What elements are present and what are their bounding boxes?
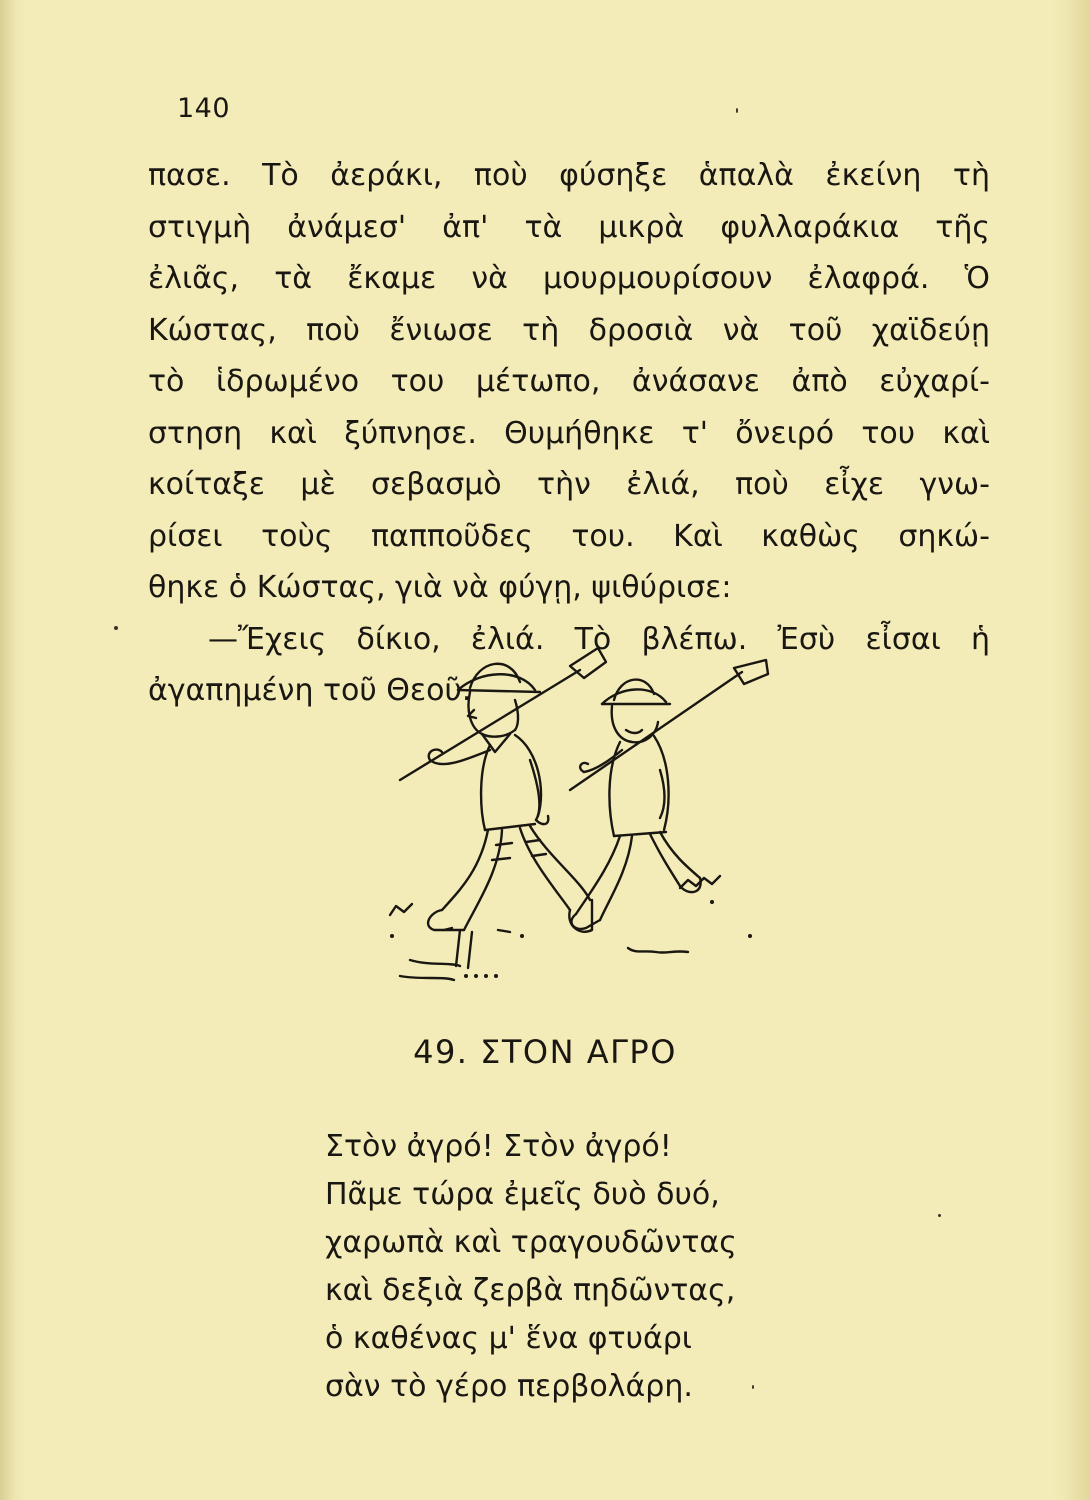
- poem-verse: χαρωπὰ καὶ τραγουδῶντας: [325, 1225, 737, 1260]
- prose-line: στιγμὴ ἀνάμεσ' ἀπ' τὰ μικρὰ φυλλαράκια τῆς: [148, 209, 990, 245]
- prose-line: ρίσει τοὺς παπποῦδες του. Καὶ καθὼς σηκώ-: [148, 518, 990, 554]
- poem-verse: Στὸν ἀγρό! Στὸν ἀγρό!: [325, 1129, 672, 1164]
- prose-line: Κώστας, ποὺ ἔνιωσε τὴ δροσιὰ νὰ τοῦ χαϊδεύῃ: [148, 312, 990, 348]
- page-right-edge-shadow: [1050, 0, 1090, 1500]
- prose-line: στηση καὶ ξύπνησε. Θυμήθηκε τ' ὄνειρό του καὶ: [148, 415, 990, 451]
- prose-line: τὸ ἱδρωμένο του μέτωπο, ἀνάσανε ἀπὸ εὐχαρί-: [148, 364, 990, 399]
- poem-verse: ὁ καθένας μ' ἕνα φτυάρι: [325, 1321, 692, 1356]
- dialogue-line: —Ἔχεις δίκιο, ἐλιά. Τὸ βλέπω. Ἐσὺ εἶσαι ἡ: [208, 621, 990, 657]
- ground-dots: [390, 900, 752, 978]
- prose-line: ἀγαπημένη τοῦ Θεοῦ.: [148, 673, 472, 708]
- poem-verse: Πᾶμε τώρα ἐμεῖς δυὸ δυό,: [325, 1177, 720, 1212]
- page-number: 140: [177, 93, 231, 124]
- prose-line: κοίταξε μὲ σεβασμὸ τὴν ἐλιά, ποὺ εἶχε γνω-: [148, 467, 990, 502]
- two-boys-with-shovels-illustration: [370, 630, 810, 990]
- poem-verse: καὶ δεξιὰ ζερβὰ πηδῶντας,: [325, 1273, 736, 1308]
- prose-line: πασε. Τὸ ἀεράκι, ποὺ φύσηξε ἁπαλὰ ἐκείνη τὴ: [148, 158, 990, 193]
- poem-verse: σὰν τὸ γέρο περβολάρη.: [325, 1369, 693, 1404]
- prose-line: ἐλιᾶς, τὰ ἔκαμε νὰ μουρμουρίσουν ἐλαφρά. Ὁ: [148, 261, 990, 296]
- page-left-edge-shadow: [0, 0, 26, 1500]
- prose-line: θηκε ὁ Κώστας, γιὰ νὰ φύγῃ, ψιθύρισε:: [148, 570, 732, 605]
- boy-right-figure: [570, 660, 768, 929]
- section-title: 49. ΣΤΟΝ ΑΓΡΟ: [413, 1033, 677, 1071]
- boy-left-figure: [400, 648, 606, 932]
- poem-block: [325, 1123, 737, 1411]
